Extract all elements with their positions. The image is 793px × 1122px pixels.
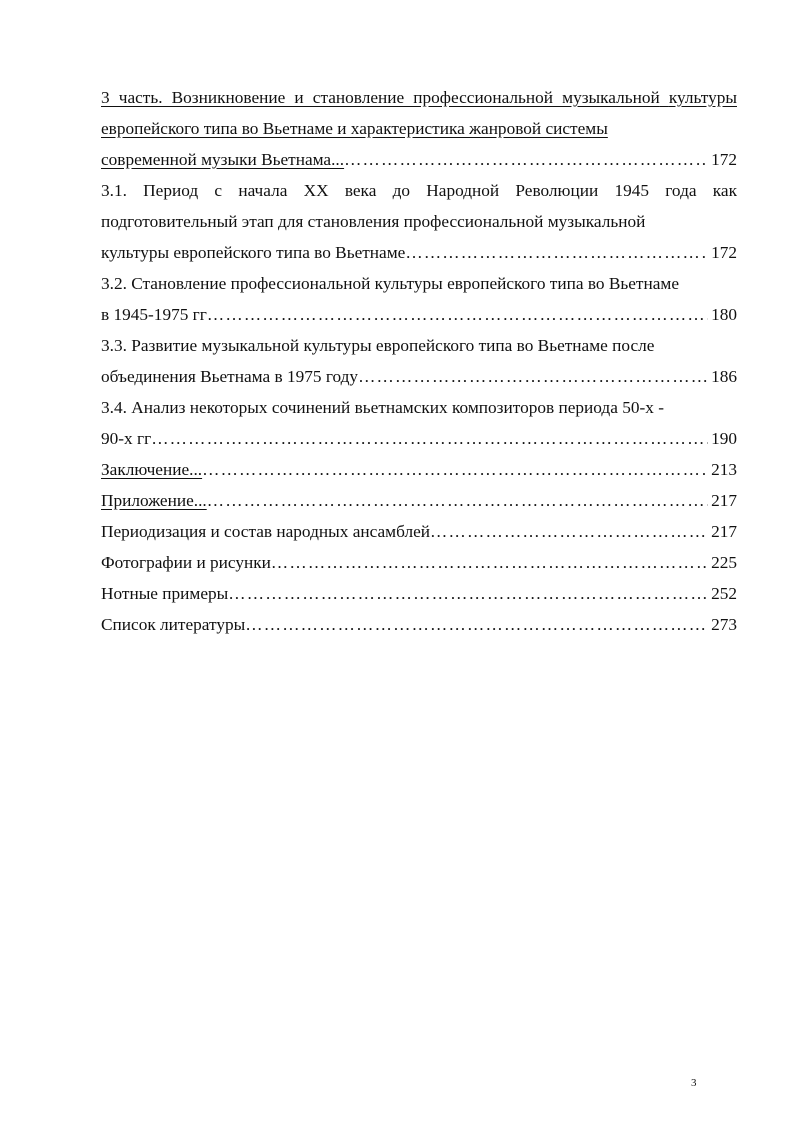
dot-leader	[344, 144, 708, 175]
dot-leader	[430, 516, 708, 547]
toc-entry-references[interactable]	[101, 609, 737, 640]
toc-entry-title: 3.1. Период с начала XX века до Народной Революции 1945 года как подготовительный этап для становления профессиональной музыкальной	[101, 181, 737, 231]
dot-leader	[245, 609, 708, 640]
toc-entry-title: 3.4. Анализ некоторых сочинений вьетнамских композиторов периода 50-х -	[101, 398, 664, 417]
toc-entry-title-end: в 1945-1975 гг	[101, 305, 207, 324]
dot-leader	[151, 423, 708, 454]
dot-leader	[271, 547, 708, 578]
toc-entry-title: 3.2. Становление профессиональной культуры европейского типа во Вьетнаме	[101, 274, 680, 293]
toc-entry-periodization[interactable]	[101, 516, 737, 547]
toc-page-number: 252	[711, 584, 737, 603]
toc-page-number: 217	[711, 491, 737, 510]
dot-leader	[358, 361, 708, 392]
toc-entry-title: Заключение...	[101, 460, 203, 479]
toc-entry-appendix[interactable]	[101, 485, 737, 516]
toc-page-number: 273	[711, 615, 737, 634]
toc-entry-conclusion[interactable]	[101, 454, 737, 485]
toc-entry-part-3[interactable]	[101, 82, 737, 175]
toc-entry-3-4[interactable]	[101, 392, 737, 454]
toc-page-number: 217	[711, 522, 737, 541]
toc-entry-title: 3.3. Развитие музыкальной культуры европейского типа во Вьетнаме после	[101, 336, 655, 355]
toc-entry-title-end: культуры европейского типа во Вьетнаме	[101, 243, 406, 262]
dot-leader	[207, 485, 708, 516]
toc-entry-3-3[interactable]	[101, 330, 737, 392]
toc-page-number: 186	[711, 367, 737, 386]
page-number: 3	[691, 1077, 697, 1089]
toc-entry-title: Нотные примеры	[101, 584, 229, 603]
toc-entry-3-2[interactable]	[101, 268, 737, 330]
toc-entry-title: 3 часть. Возникновение и становление профессиональной музыкальной культуры европейского типа во Вьетнаме и характеристика жанровой системы	[101, 88, 737, 138]
dot-leader	[228, 578, 708, 609]
toc-entry-title: Периодизация и состав народных ансамблей	[101, 522, 431, 541]
dot-leader	[202, 454, 708, 485]
toc-entry-title-end: современной музыки Вьетнама...	[101, 150, 345, 169]
toc-page-number: 172	[711, 243, 737, 262]
toc-entry-3-1[interactable]	[101, 175, 737, 268]
toc-entry-photos[interactable]	[101, 547, 737, 578]
toc-entry-music-examples[interactable]	[101, 578, 737, 609]
toc-entry-title: Список литературы	[101, 615, 246, 634]
toc-page-number: 172	[711, 150, 737, 169]
toc-entry-title-end: объединения Вьетнама в 1975 году	[101, 367, 359, 386]
dot-leader	[405, 237, 708, 268]
toc-entry-title-end: 90-х гг	[101, 429, 152, 448]
toc-page-number: 190	[711, 429, 737, 448]
toc-page-number: 213	[711, 460, 737, 479]
dot-leader	[207, 299, 708, 330]
toc-entry-title: Фотографии и рисунки	[101, 553, 271, 572]
toc-page-number: 180	[711, 305, 737, 324]
table-of-contents	[101, 82, 737, 640]
toc-entry-title: Приложение...	[101, 491, 207, 510]
toc-page-number: 225	[711, 553, 737, 572]
